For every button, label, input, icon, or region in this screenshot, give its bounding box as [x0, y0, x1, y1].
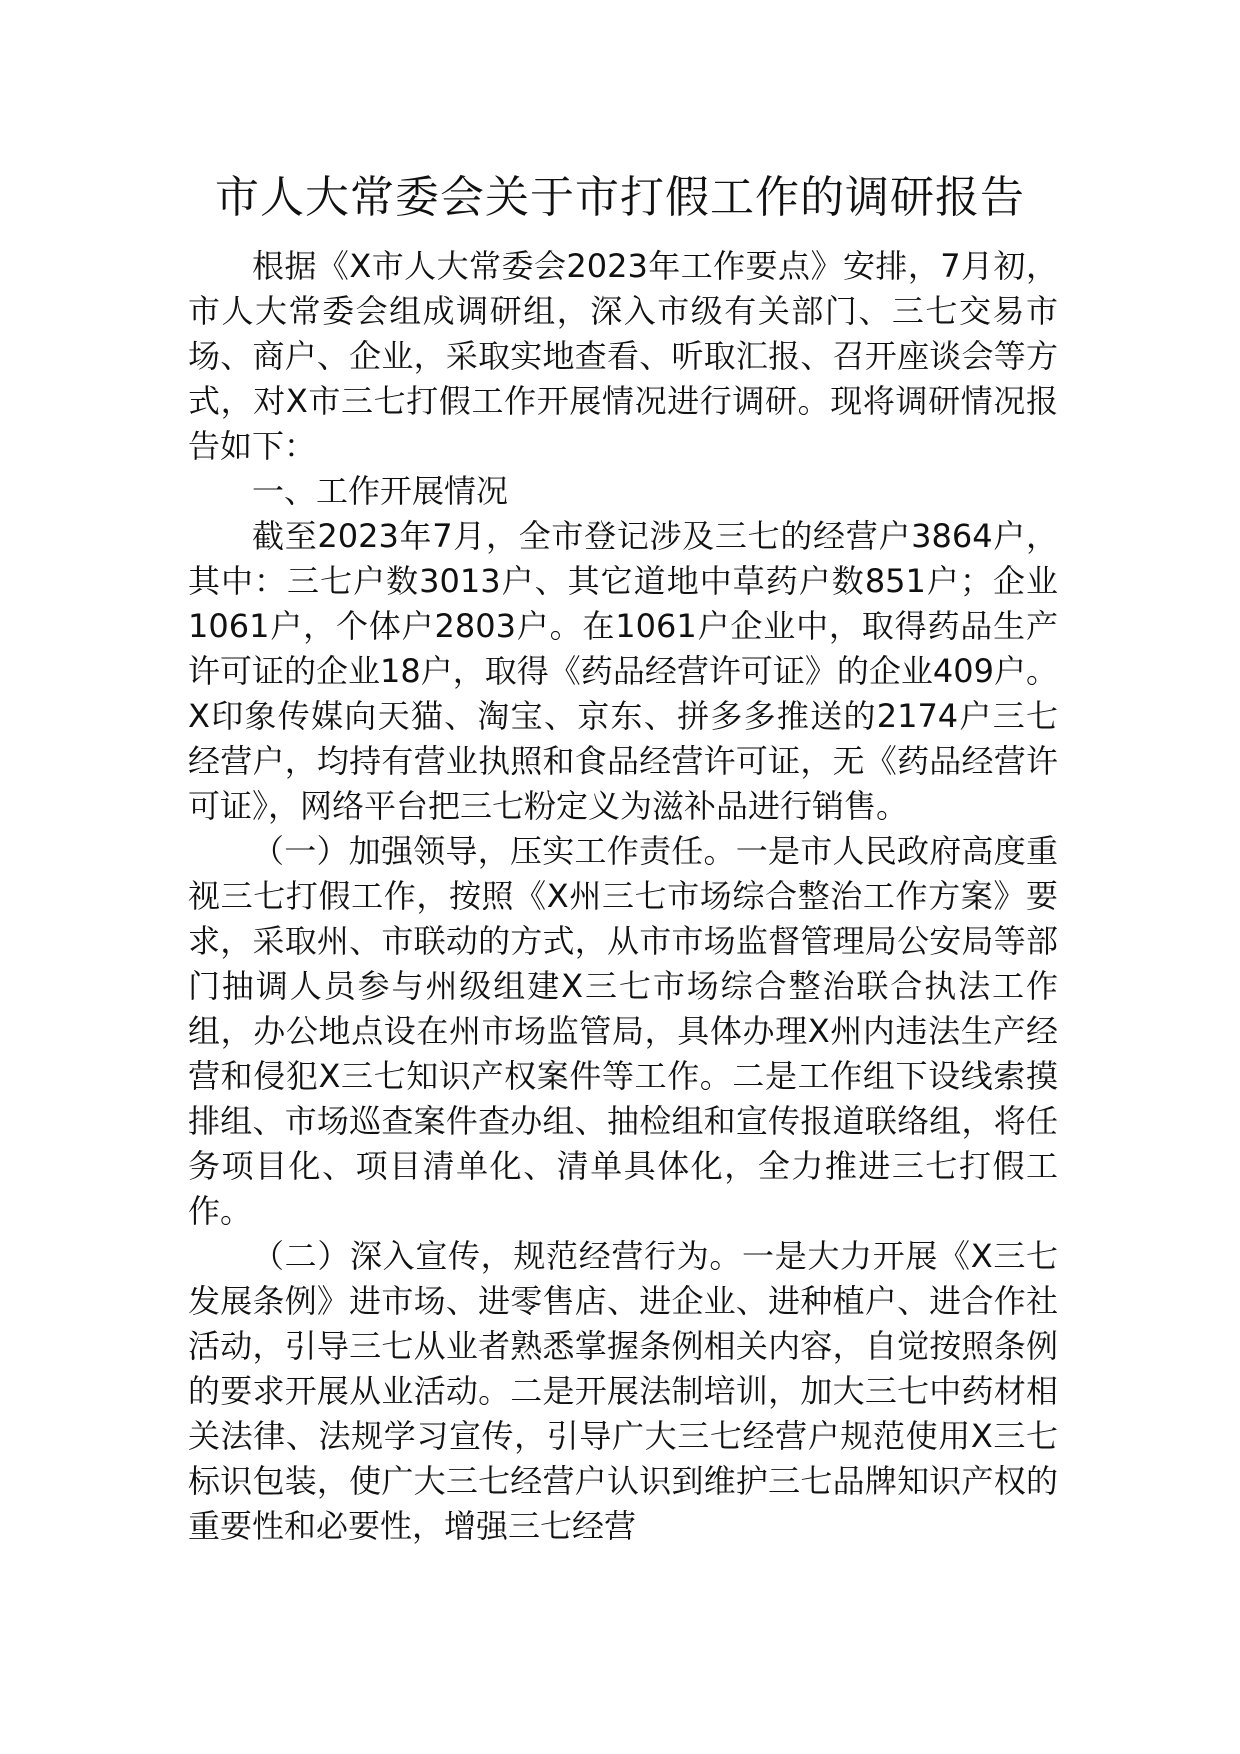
- paragraph-leadership: （一）加强领导，压实工作责任。一是市人民政府高度重视三七打假工作，按照《X州三七市场综合整治工作方案》要求，采取州、市联动的方式，从市市场监督管理局公安局等部门抽调人员参与州级组建X三七市场综合整治联合执法工作组，办公地点设在州市场监管局，具体办理X州内违法生产经营和侵犯X三七知识产权案件等工作。二是工作组下设线索摸排组、市场巡查案件查办组、抽检组和宣传报道联络组，将任务项目化、项目清单化、清单具体化，全力推进三七打假工作。: [188, 832, 1058, 1230]
- paragraph-statistics: 截至2023年7月，全市登记涉及三七的经营户3864户，其中：三七户数3013户、其它道地中草药户数851户；企业1061户，个体户2803户。在1061户企业中，取得药品生产许可证的企业18户，取得《药品经营许可证》的企业409户。X印象传媒向天猫、淘宝、京东、拼多多推送的2174户三七经营户，均持有营业执照和食品经营许可证，无《药品经营许可证》，网络平台把三七粉定义为滋补品进行销售。: [188, 517, 1058, 825]
- document-body: [188, 244, 1058, 1549]
- paragraph-intro: 根据《X市人大常委会2023年工作要点》安排，7月初，市人大常委会组成调研组，深入市级有关部门、三七交易市场、商户、企业，采取实地查看、听取汇报、召开座谈会等方式，对X市三七打假工作开展情况进行调研。现将调研情况报告如下：: [188, 247, 1058, 465]
- section-heading-work-status: 一、工作开展情况: [252, 472, 509, 510]
- paragraph-publicity: （二）深入宣传，规范经营行为。一是大力开展《X三七发展条例》进市场、进零售店、进企业、进种植户、进合作社活动，引导三七从业者熟悉掌握条例相关内容，自觉按照条例的要求开展从业活动。二是开展法制培训，加大三七中药材相关法律、法规学习宣传，引导广大三七经营户规范使用X三七标识包装，使广大三七经营户认识到维护三七品牌知识产权的重要性和必要性，增强三七经营: [188, 1237, 1058, 1545]
- document-title: 市人大常委会关于市打假工作的调研报告: [215, 172, 1025, 223]
